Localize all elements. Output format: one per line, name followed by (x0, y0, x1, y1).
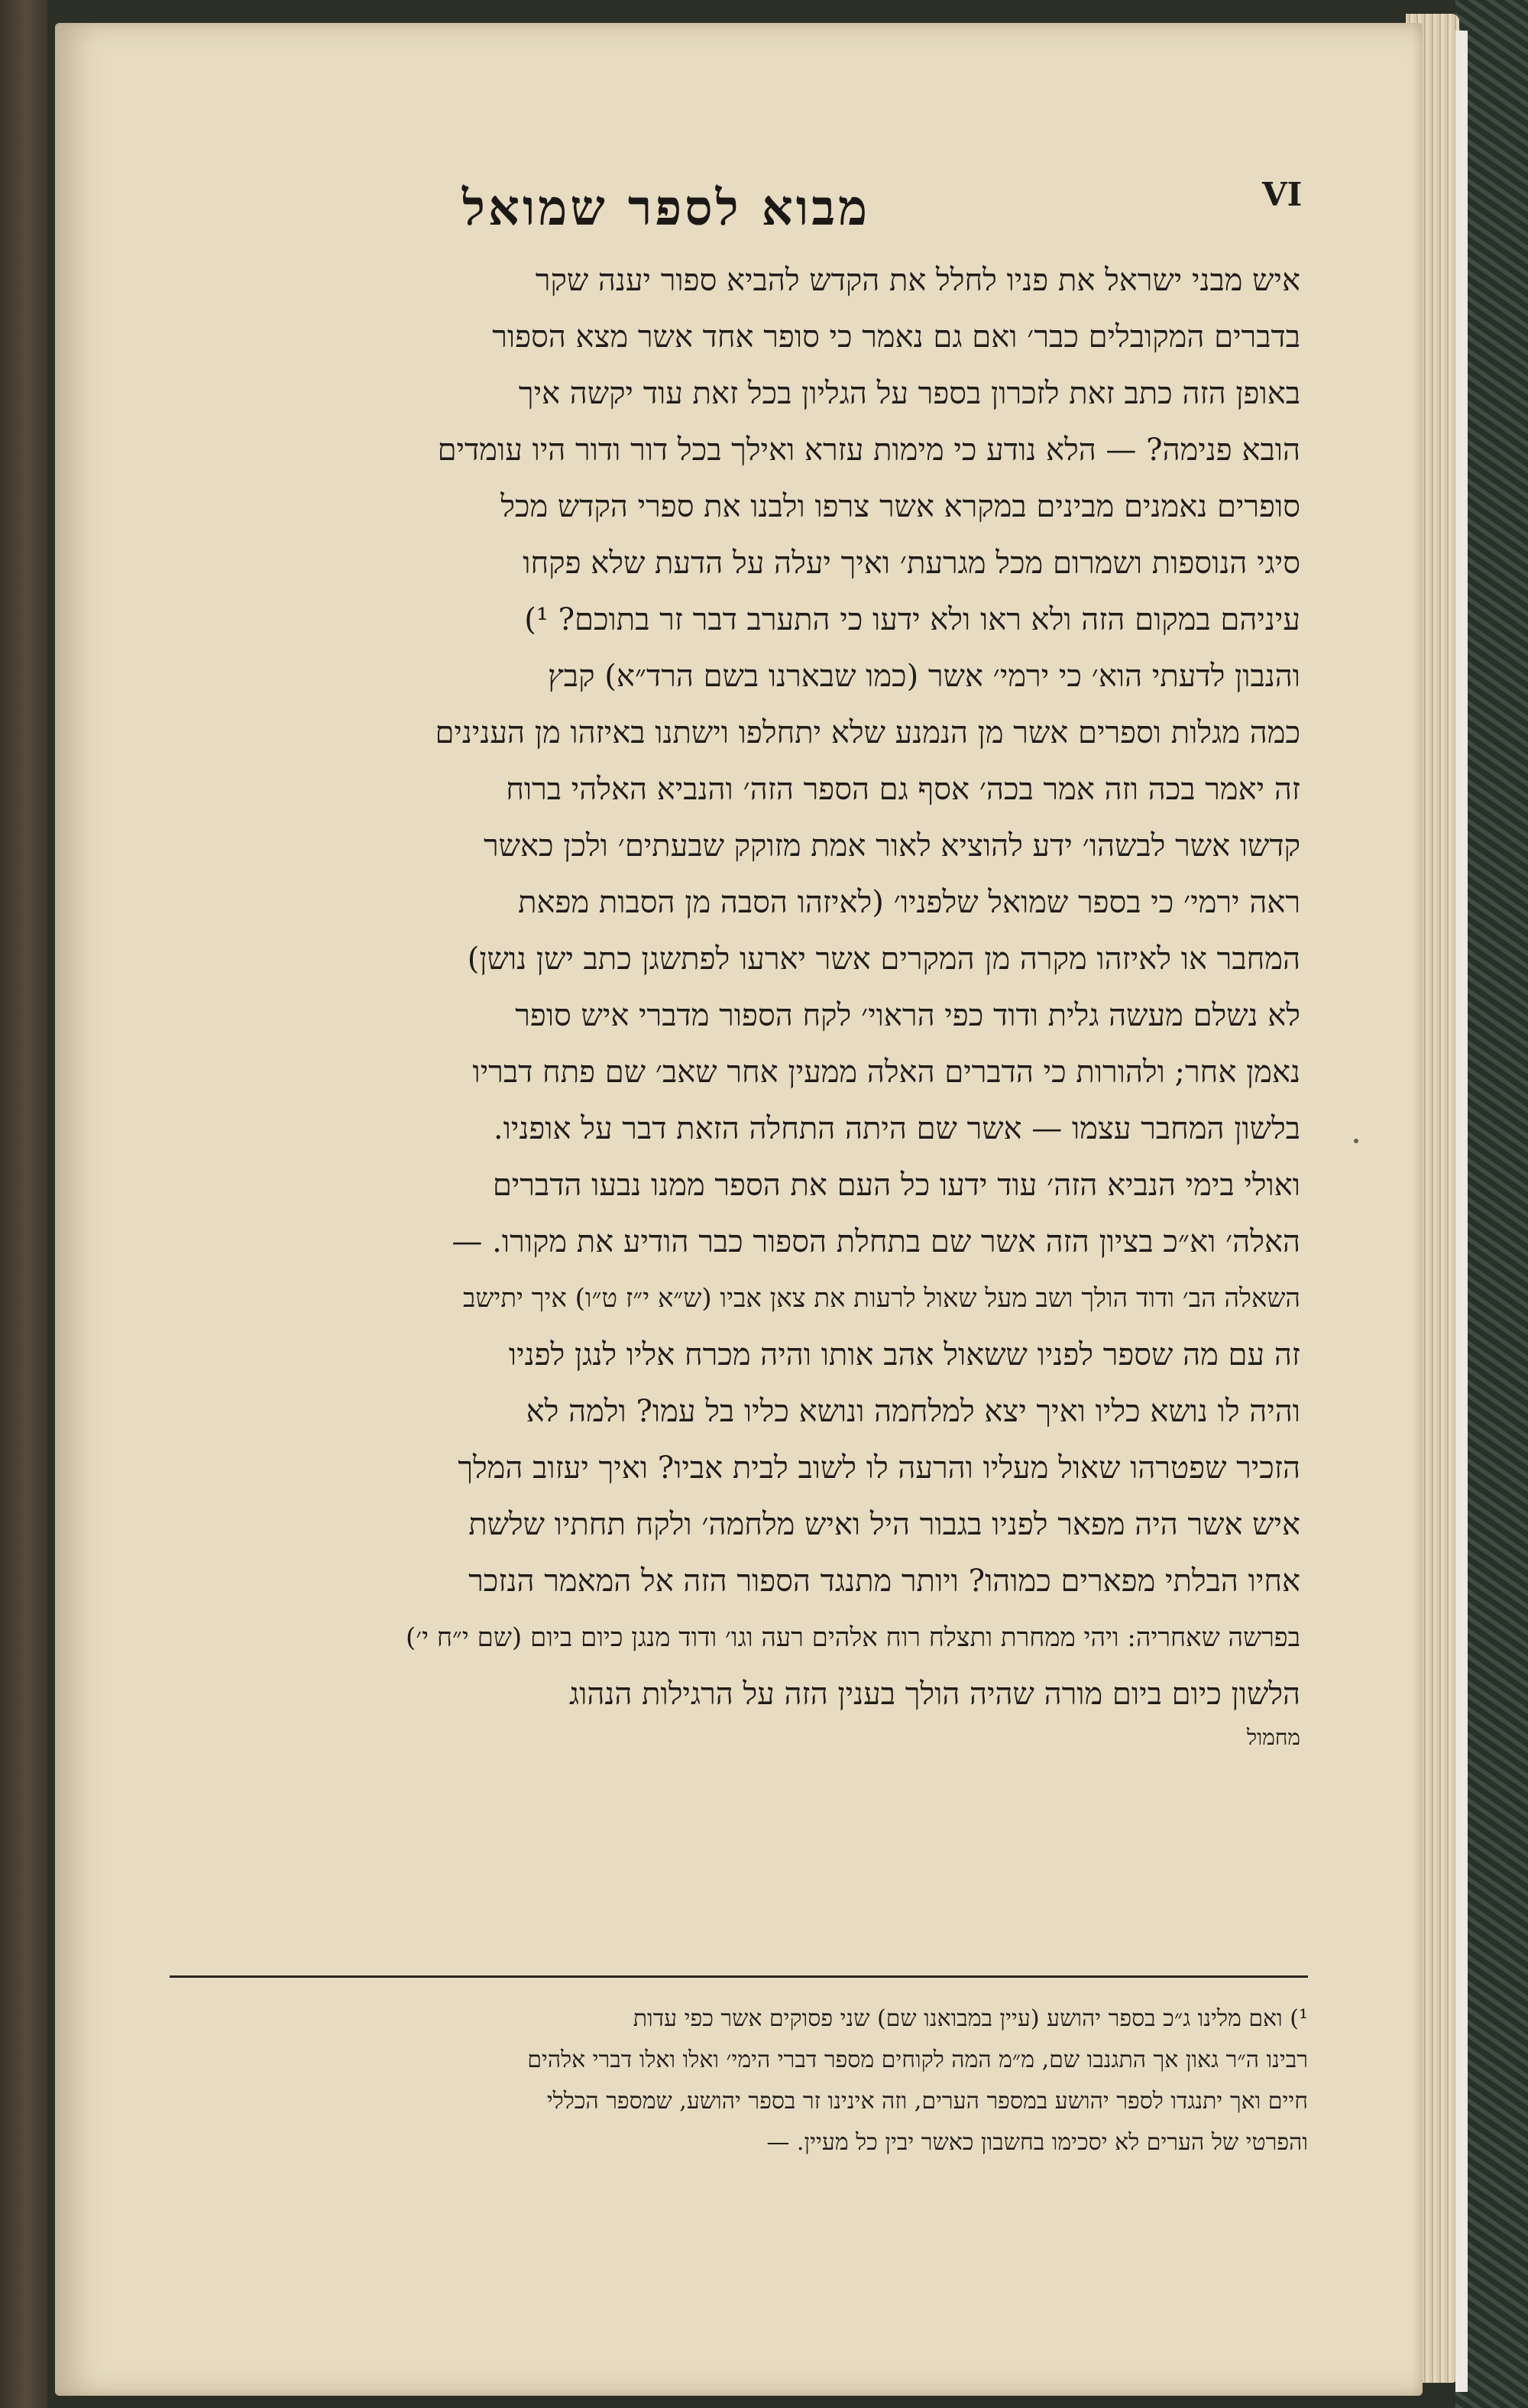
text-line: הובא פנימה? — הלא נודע כי מימות עזרא ואילך בכל דור ודור היו עומדים (437, 433, 1300, 468)
book-binding-left (0, 0, 47, 2408)
page-white-edge (1455, 31, 1468, 2392)
text-line: והיה לו נושא כליו ואיך יצא למלחמה ונושא כליו בל עמו? ולמה לא (526, 1394, 1300, 1429)
page-number: VI (1262, 176, 1303, 213)
text-line: איש מבני ישראל את פניו לחלל את הקדש להביא ספור יענה שקר (535, 263, 1300, 298)
text-line: עיניהם במקום הזה ולא ראו ולא ידעו כי התערב דבר זר בתוכם? ¹) (524, 602, 1300, 637)
text-line: ראה ירמי׳ כי בספר שמואל שלפניו׳ (לאיזהו הסבה מן הסבות מפאת (518, 885, 1300, 920)
text-line: והנבון לדעתי הוא׳ כי ירמי׳ אשר (כמו שבארנו בשם הרד״א) קבץ (547, 659, 1300, 694)
text-line: לא נשלם מעשה גלית ודוד כפי הראוי׳ לקח הספור מדברי איש סופר (515, 998, 1300, 1033)
text-line: ואולי בימי הנביא הזה׳ עוד ידעו כל העם את הספר ממנו נבעו הדברים (492, 1168, 1300, 1203)
text-line: זה יאמר בכה וזה אמר בכה׳ אסף גם הספר הזה׳ והנביא האלהי ברוח (506, 772, 1300, 807)
book-page (55, 23, 1423, 2396)
text-line: בפרשה שאחריה: ויהי ממחרת ותצלח רוח אלהים רעה וגו׳ ודוד מנגן כיום ביום (שם י״ח י׳) (406, 1622, 1300, 1653)
catchword: מחמול (1246, 1725, 1300, 1750)
text-line: הלשון כיום ביום מורה שהיה הולך בענין הזה על הרגילות הנהוג (568, 1677, 1300, 1712)
text-line: כמה מגלות וספרים אשר מן הנמנע שלא יתחלפו וישתנו באיזהו מן הענינים (435, 715, 1300, 750)
text-line: בדברים המקובלים כבר׳ ואם גם נאמר כי סופר אחד אשר מצא הספור (492, 319, 1300, 355)
text-line: איש אשר היה מפאר לפניו בגבור היל ואיש מלחמה׳ ולקח תחתיו שלשת (468, 1507, 1300, 1542)
page-title: מבוא לספר שמואל (461, 180, 871, 237)
text-line: סיגי הנוספות ושמרום מכל מגרעת׳ ואיך יעלה על הדעת שלא פקחו (523, 546, 1300, 581)
paper-speck (1354, 1139, 1358, 1143)
text-line: בלשון המחבר עצמו — אשר שם היתה התחלה הזאת דבר על אופניו. (493, 1111, 1300, 1146)
main-text (170, 252, 1300, 1753)
footnote-line: והפרטי של הערים לא יסכימו בחשבון כאשר יבין כל מעיין. — (766, 2129, 1308, 2156)
text-line: קדשו אשר לבשהו׳ ידע להוציא לאור אמת מזוקק שבעתים׳ ולכן כאשר (483, 828, 1300, 864)
footnote-line: ¹) ואם מלינו ג״כ בספר יהושע (עיין במבואנו שם) שני פסוקים אשר כפי עדות (633, 2005, 1308, 2032)
text-line: האלה׳ וא״כ בציון הזה אשר שם בתחלת הספור כבר הודיע את מקורו. — (452, 1224, 1300, 1259)
footnotes (170, 1998, 1308, 2163)
text-line: המחבר או לאיזהו מקרה מן המקרים אשר יארעו לפתשגן כתב ישן נושן) (467, 941, 1300, 977)
text-line: השאלה הב׳ ודוד הולך ושב מעל שאול לרעות את צאן אביו (ש״א י״ז ט״ו) איך יתישב (462, 1283, 1300, 1314)
footnote-rule (170, 1975, 1308, 1978)
footnote-line: חיים ואך יתנגדו לספר יהושע במספר הערים, וזה אינינו זר בספר יהושע, שמספר הכללי (546, 2088, 1308, 2115)
text-line: הזכיר שפטרהו שאול מעליו והרעה לו לשוב לבית אביו? ואיך יעזוב המלך (458, 1450, 1300, 1486)
text-line: אחיו הבלתי מפארים כמוהו? ויותר מתנגד הספור הזה אל המאמר הנזכר (468, 1564, 1300, 1599)
text-line: נאמן אחר; ולהורות כי הדברים האלה ממעין אחר שאב׳ שם פתח דבריו (472, 1055, 1300, 1090)
text-line: זה עם מה שספר לפניו ששאול אהב אותו והיה מכרח אליו לנגן לפניו (508, 1337, 1300, 1373)
footnote-line: רבינו ה״ר גאון אך התגנבו שם, מ״מ המה לקוחים מספר דברי הימי׳ ואלו ואלו דברי אלהים (527, 2047, 1308, 2073)
text-line: באופן הזה כתב זאת לזכרון בספר על הגליון בכל זאת עוד יקשה איך (518, 376, 1300, 411)
text-line: סופרים נאמנים מבינים במקרא אשר צרפו ולבנו את ספרי הקדש מכל (500, 489, 1300, 524)
